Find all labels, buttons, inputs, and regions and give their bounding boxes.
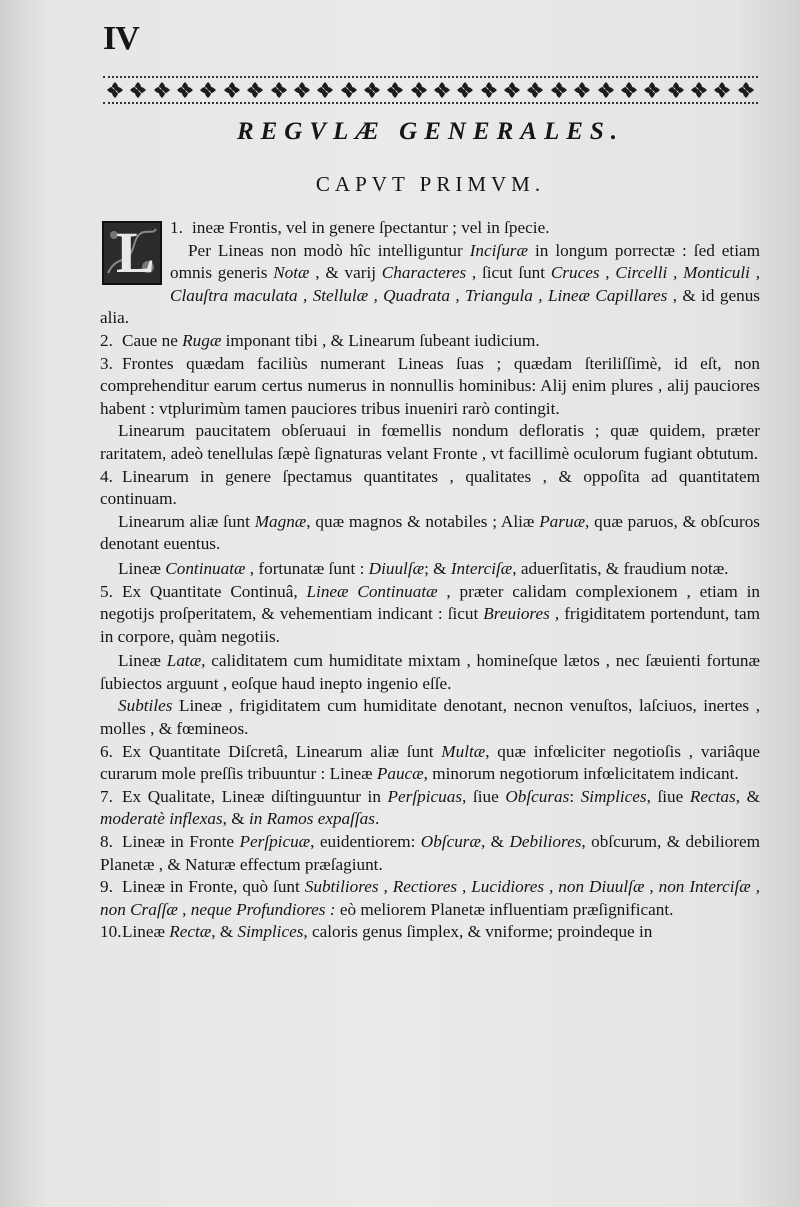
fleuron-icon: [385, 80, 405, 100]
paragraph-9: 9. Lineæ in Fronte, quò ſunt Subtiliores , Rectiores , Lucidiores , non Diuulſæ , non Interciſæ , non Craſſæ , neque Profundiores : eò meliorem Planetæ influentiam præſignificant.: [100, 877, 760, 919]
fleuron-icon: [292, 80, 312, 100]
paragraph-3: 3. Frontes quædam faciliùs numerant Lineas ſuas ; quædam ſteriliſſimè, id eſt, non comprehenditur earum certus numerus in nonnullis hominibus: Alij enim plures , alij pauciores habent : vtplurimùm tamen pauciores tribus inueniri rarò contingit.: [100, 353, 760, 418]
paragraph-8: 8. Lineæ in Fronte Perſpicuæ, euidentiorem: Obſcuræ, & Debiliores, obſcurum, & debiliorem Planetæ , & Naturæ effectum præſagiunt.: [100, 832, 760, 874]
fleuron-icon: [339, 80, 359, 100]
fleuron-icon: [689, 80, 709, 100]
fleuron-icon: [666, 80, 686, 100]
paragraph-4b: Linearum aliæ ſunt Magnæ, quæ magnos & notabiles ; Aliæ Paruæ, quæ paruos, & obſcuros denotant euentus.: [100, 511, 760, 554]
fleuron-icon: [712, 80, 732, 100]
fleuron-icon: [152, 80, 172, 100]
fleuron-icon: [198, 80, 218, 100]
fleuron-icon: [455, 80, 475, 100]
fleuron-icon: [175, 80, 195, 100]
paragraph-3b: Linearum paucitatem obſeruaui in fœmellis nondum defloratis ; quæ quidem, præter raritatem, adeò tenellulas ſæpè ſignaturas velant Fronte , vt facillimè oculorum fugiant obtutum.: [100, 421, 760, 463]
decorated-initial: [102, 221, 162, 285]
paragraph-5b: Lineæ Latæ, caliditatem cum humiditate mixtam , homineſque lætos , nec ſæuienti fortunæ ſubiectos arguunt , eoſque haud inepto ingenio eſſe.: [100, 651, 760, 693]
paragraph-2: 2. Caue ne Rugæ imponant tibi , & Linearum ſubeant iudicium.: [100, 330, 540, 350]
fleuron-icon: [128, 80, 148, 100]
fleuron-icon: [525, 80, 545, 100]
paragraph-5c: Subtiles Lineæ , frigiditatem cum humiditate denotant, necnon venuſtos, laſciuos, inertes , molles , & fœmineos.: [100, 696, 760, 739]
paragraph-10: 10.Lineæ Rectæ, & Simplices, caloris genus ſimplex, & vniforme; proindeque in: [100, 922, 653, 942]
paragraph-4: 4. Linearum in genere ſpectamus quantitates , qualitates , & oppoſita ad quantitatem continuam.: [100, 466, 760, 509]
fleuron-icon: [245, 80, 265, 100]
paragraph-7: 7. Ex Qualitate, Lineæ diſtinguuntur in Perſpicuas, ſiue Obſcuras: Simplices, ſiue Rectas, & moderatè inflexas, & in Ramos expaſſas.: [100, 786, 760, 829]
fleuron-icon: [432, 80, 452, 100]
initial-letter: L: [116, 220, 155, 285]
running-title: REGVLÆ GENERALES.: [236, 118, 625, 145]
fleuron-icon: [549, 80, 569, 100]
fleuron-icon: [572, 80, 592, 100]
paragraph-4c: Lineæ Continuatæ , fortunatæ ſunt : Diuulſæ; & Interciſæ, aduerſitatis, & fraudium notæ.: [118, 558, 729, 578]
fleuron-icon: [105, 80, 125, 100]
paragraph-1b: Per Lineas non modò hîc intelliguntur Inciſuræ in longum porrectæ : ſed etiam omnis generis Notæ , & varij Characteres , ſicut ſunt Cruces , Circelli , Monticuli , Clauſtra maculata , Stellulæ , Quadrata , Triangula , Lineæ Capillares , & id genus alia.: [100, 240, 760, 328]
page-number: IV: [103, 20, 139, 57]
ornamental-border: [103, 76, 758, 104]
paragraph-number: 1.: [170, 218, 183, 237]
fleuron-icon: [502, 80, 522, 100]
fleuron-icon: [479, 80, 499, 100]
fleuron-icon: [736, 80, 756, 100]
fleuron-icon: [409, 80, 429, 100]
fleuron-icon: [269, 80, 289, 100]
fleuron-icon: [362, 80, 382, 100]
fleuron-icon: [596, 80, 616, 100]
fleuron-icon: [642, 80, 662, 100]
paragraph-5: 5. Ex Quantitate Continuâ, Lineæ Continuatæ , præter calidam complexionem , etiam in negotijs proſperitatem, & vehementiam indicant : ſicut Breuiores , frigiditatem portendunt, tam in corpore, quàm negotiis.: [100, 581, 760, 646]
paragraph-1: 1. L ineæ Frontis, vel in genere ſpectantur ; vel in ſpecie.: [100, 217, 760, 240]
fleuron-icon: [315, 80, 335, 100]
body-text: [100, 217, 760, 944]
fleuron-icon: [619, 80, 639, 100]
paragraph-6: 6. Ex Quantitate Diſcretâ, Linearum aliæ ſunt Multæ, quæ infœliciter negotioſis , variâque curarum mole preſſis tribuuntur : Lineæ Paucæ, minorum negotiorum infœlicitatem indicant.: [100, 741, 760, 784]
chapter-title: CAPVT PRIMVM.: [315, 172, 546, 196]
fleuron-icon: [222, 80, 242, 100]
